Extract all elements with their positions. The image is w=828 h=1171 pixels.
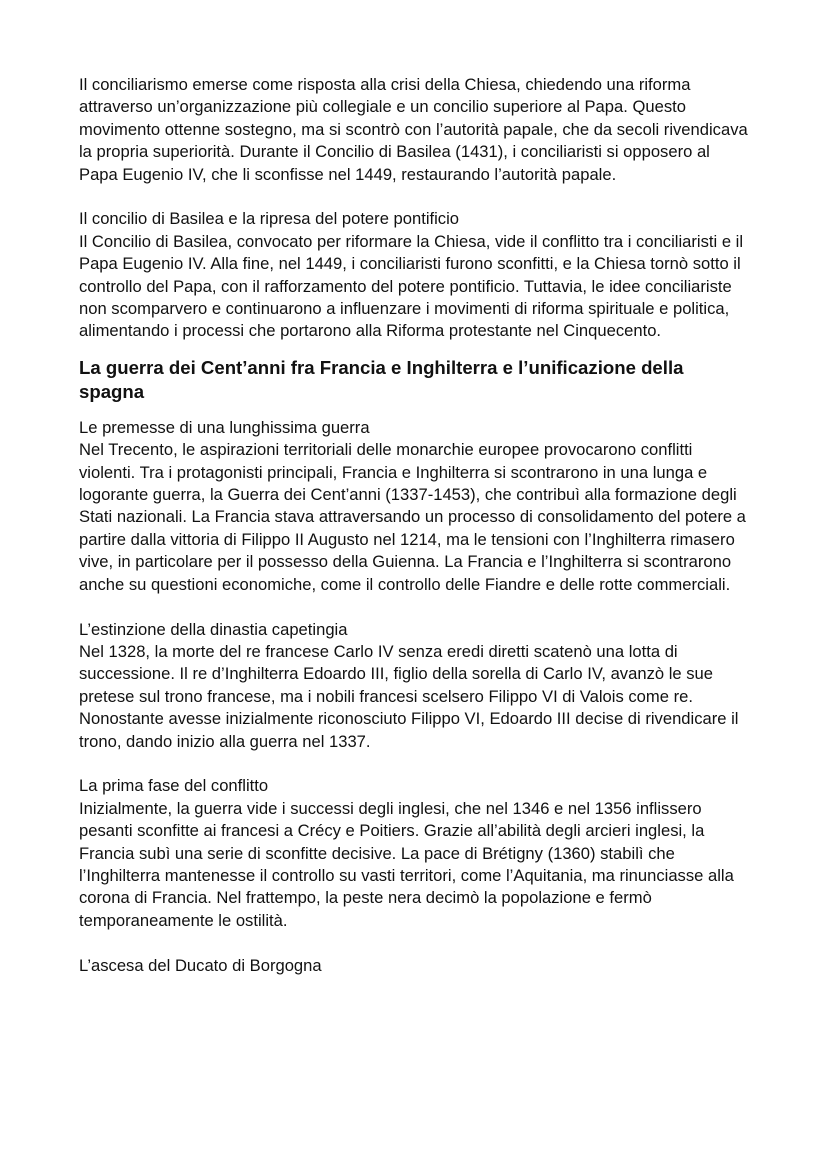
premesse-paragraph: Nel Trecento, le aspirazioni territoriali delle monarchie europee provocarono conflitti violenti. Tra i protagonisti principali, Francia e Inghilterra si scontrarono in una lunga e logorante guerra, la Guerra dei Cent’anni (1337-1453), che contribuì alla formazione degli Stati nazionali. La Francia stava attraversando un processo di consolidamento del potere a partire dalla vittoria di Filippo II Augusto nel 1214, ma le tensioni con l’Inghilterra rimasero vive, in particolare per il possesso della Guienna. La Francia e l’Inghilterra si scontrarono anche su questioni economiche, come il controllo delle Fiandre e delle rotte commerciali. bbox=[79, 440, 746, 594]
basilea-paragraph: Il Concilio di Basilea, convocato per riformare la Chiesa, vide il conflitto tra i conciliaristi e il Papa Eugenio IV. Alla fine, nel 1449, i conciliaristi furono sconfitti, e la Chiesa tornò sotto il controllo del Papa, con il rafforzamento del potere pontificio. Tuttavia, le idee conciliariste non scomparvero e continuarono a influenzare i movimenti di riforma spirituale e politica, alimentando i processi che portarono alla Riforma protestante nel Cinquecento. bbox=[79, 231, 744, 341]
document-page bbox=[79, 74, 751, 977]
primafase-subtitle: La prima fase del conflitto bbox=[79, 776, 269, 796]
estinzione-paragraph: Nel 1328, la morte del re francese Carlo IV senza eredi diretti scatenò una lotta di successione. Il re d’Inghilterra Edoardo III, figlio della sorella di Carlo IV, avanzò le sue pretese sul trono francese, ma i nobili francesi scelsero Filippo VI di Valois come re. Nonostante avesse inizialmente riconosciuto Filippo VI, Edoardo III decise di rivendicare il trono, dando inizio alla guerra nel 1337. bbox=[79, 641, 739, 751]
primafase-paragraph: Inizialmente, la guerra vide i successi degli inglesi, che nel 1346 e nel 1356 inflissero pesanti sconfitte ai francesi a Crécy e Poitiers. Grazie all’abilità degli arcieri inglesi, la Francia subì una serie di sconfitte decisive. La pace di Brétigny (1360) stabilì che l’Inghilterra mantenesse il controllo su vasti territori, come l’Aquitania, ma rinunciasse alla corona di Francia. Nel frattempo, la peste nera decimò la popolazione e fermò temporaneamente le ostilità. bbox=[79, 798, 734, 930]
estinzione-subtitle: L’estinzione della dinastia capetingia bbox=[79, 619, 348, 639]
section-heading: La guerra dei Cent’anni fra Francia e Inghilterra e l’unificazione della spagna bbox=[79, 356, 684, 402]
basilea-subtitle: Il concilio di Basilea e la ripresa del potere pontificio bbox=[79, 209, 460, 229]
borgogna-subtitle: L’ascesa del Ducato di Borgogna bbox=[79, 955, 322, 975]
basilea-section bbox=[79, 208, 751, 342]
borgogna-section bbox=[79, 955, 751, 977]
premesse-subtitle: Le premesse di una lunghissima guerra bbox=[79, 417, 370, 437]
primafase-section bbox=[79, 775, 751, 932]
intro-paragraph: Il conciliarismo emerse come risposta alla crisi della Chiesa, chiedendo una riforma attraverso un’organizzazione più collegiale e un concilio superiore al Papa. Questo movimento ottenne sostegno, ma si scontrò con l’autorità papale, che da secoli rivendicava la propria superiorità. Durante il Concilio di Basilea (1431), i conciliaristi si opposero al Papa Eugenio IV, che li sconfisse nel 1449, restaurando l’autorità papale. bbox=[79, 75, 748, 184]
estinzione-section bbox=[79, 619, 751, 753]
premesse-section bbox=[79, 417, 751, 596]
